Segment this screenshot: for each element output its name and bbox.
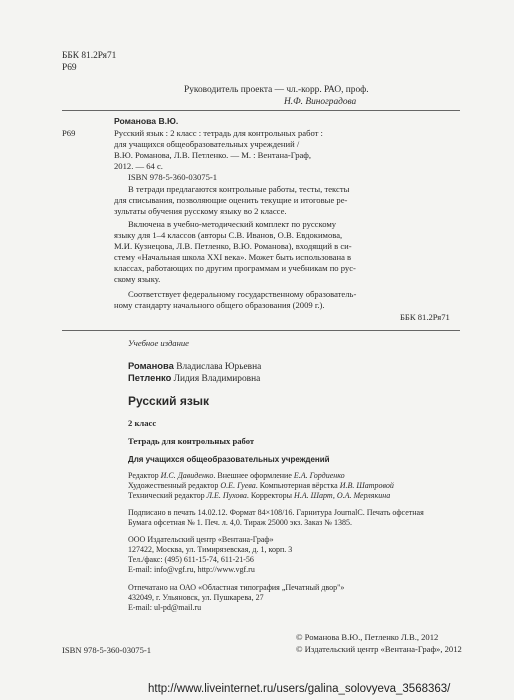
credit-name: Е.А. Гордиенко <box>293 471 345 480</box>
project-manager-name: Н.Ф. Виноградова <box>284 97 357 107</box>
credit-role: Технический редактор <box>128 491 205 500</box>
publisher-line: E-mail: info@vgf.ru, http://www.vgf.ru <box>128 565 255 574</box>
para-line: Включена в учебно-методический комплект по русскому <box>128 219 337 229</box>
source-watermark: http://www.liveinternet.ru/users/galina_solovyeva_3568363/ <box>148 683 451 695</box>
divider-middle <box>62 330 460 331</box>
credit-name: Н.А. Шарт, О.А. Мерлякина <box>293 491 391 500</box>
credit-name: Л.Е. Пухова <box>206 491 247 500</box>
audience: Для учащихся общеобразовательных учреждений <box>128 455 330 464</box>
copyright-authors: © Романова В.Ю., Петленко Л.В., 2012 <box>296 632 439 642</box>
edition-type: Учебное издание <box>128 338 189 348</box>
catalog-isbn: ISBN 978-5-360-03075-1 <box>128 172 218 182</box>
credit-role: . Внешнее оформление <box>213 471 292 480</box>
printer-line: E-mail: ul-pd@mail.ru <box>128 603 202 612</box>
credit-line <box>128 481 478 491</box>
print-info-line: Бумага офсетная № 1. Печ. л. 4,0. Тираж 25000 экз. Заказ № 1385. <box>128 518 352 527</box>
print-info-line: Подписано в печать 14.02.12. Формат 84×108/16. Гарнитура JournalC. Печать офсетная <box>128 508 424 517</box>
para-line: классах, работающих по другим программам и учебникам по рус- <box>114 263 356 273</box>
author-1-surname: Романова <box>128 360 174 371</box>
printer-info <box>128 583 478 613</box>
catalog-code: Р69 <box>62 128 76 138</box>
para-line: скому языку. <box>114 274 161 284</box>
catalog-code-top: Р69 <box>62 63 77 73</box>
publisher-line: Тел./факс: (495) 611-15-74, 611-21-56 <box>128 555 254 564</box>
credit-line <box>128 491 478 501</box>
project-manager-line: Руководитель проекта — чл.-корр. РАО, проф. <box>184 85 369 95</box>
para-line: М.И. Кузнецова, Л.В. Петленко, В.Ю. Романова), входящий в си- <box>114 241 352 251</box>
para-line: зультаты обучения русскому языку во 2 классе. <box>114 206 287 216</box>
copyright-publisher: © Издательский центр «Вентана-Граф», 2012 <box>296 644 462 654</box>
publisher-line: 127422, Москва, ул. Тимирязевская, д. 1, корп. 3 <box>128 545 293 554</box>
catalog-title-line: 2012. — 64 с. <box>114 161 163 171</box>
credits <box>128 471 478 501</box>
credit-role: . Компьютерная вёрстка <box>255 481 338 490</box>
book-title: Русский язык <box>128 394 210 408</box>
credit-name: И.С. Давиденко <box>160 471 214 480</box>
footer-isbn: ISBN 978-5-360-03075-1 <box>62 645 152 655</box>
para-line: для списывания, позволяющие оценить текущие и итоговые ре- <box>114 195 348 205</box>
catalog-paragraph-3 <box>114 289 464 311</box>
catalog-bbk: ББК 81.2Ря71 <box>400 312 450 322</box>
author-2 <box>128 372 260 385</box>
para-line: В тетради предлагаются контрольные работы, тесты, тексты <box>128 184 350 194</box>
printer-line: Отпечатано на ОАО «Областная типография „Печатный двор"» <box>128 583 345 592</box>
credit-name: О.Е. Гуева <box>220 481 256 490</box>
author-2-name: Лидия Владимировна <box>173 374 261 384</box>
subtitle: Тетрадь для контрольных работ <box>128 436 255 446</box>
catalog-title-line: Русский язык : 2 класс : тетрадь для контрольных работ : <box>114 128 323 138</box>
credit-name: И.В. Шатровой <box>339 481 394 490</box>
catalog-title <box>114 128 464 172</box>
catalog-author: Романова В.Ю. <box>114 116 179 126</box>
printer-line: 432049, г. Ульяновск, ул. Пушкарева, 27 <box>128 593 264 602</box>
catalog-title-line: для учащихся общеобразовательных учреждений / <box>114 139 300 149</box>
para-line: стему «Начальная школа XXI века». Может быть использована в <box>114 252 352 262</box>
grade: 2 класс <box>128 418 157 428</box>
catalog-title-line: В.Ю. Романова, Л.В. Петленко. — М. : Вентана-Граф, <box>114 150 312 160</box>
bbk-top: ББК 81.2Ря71 <box>62 51 117 61</box>
author-1-name: Владислава Юрьевна <box>176 362 262 372</box>
print-info <box>128 508 488 528</box>
catalog-paragraph-2 <box>114 219 464 285</box>
para-line: ному стандарту начального общего образования (2009 г.). <box>114 300 325 310</box>
author-2-surname: Петленко <box>128 372 172 383</box>
para-line: языку для 1–4 классов (авторы С.В. Иванов, О.В. Евдокимова, <box>114 230 343 240</box>
divider-top <box>62 110 460 111</box>
para-line: Соответствует федеральному государственному образователь- <box>128 289 357 299</box>
publisher-info <box>128 535 478 575</box>
credit-role: Редактор <box>128 471 159 480</box>
publisher-line: ООО Издательский центр «Вентана-Граф» <box>128 535 274 544</box>
credit-line <box>128 471 478 481</box>
catalog-paragraph-1 <box>114 184 464 217</box>
credit-role: . Корректоры <box>246 491 292 500</box>
credit-role: Художественный редактор <box>128 481 219 490</box>
